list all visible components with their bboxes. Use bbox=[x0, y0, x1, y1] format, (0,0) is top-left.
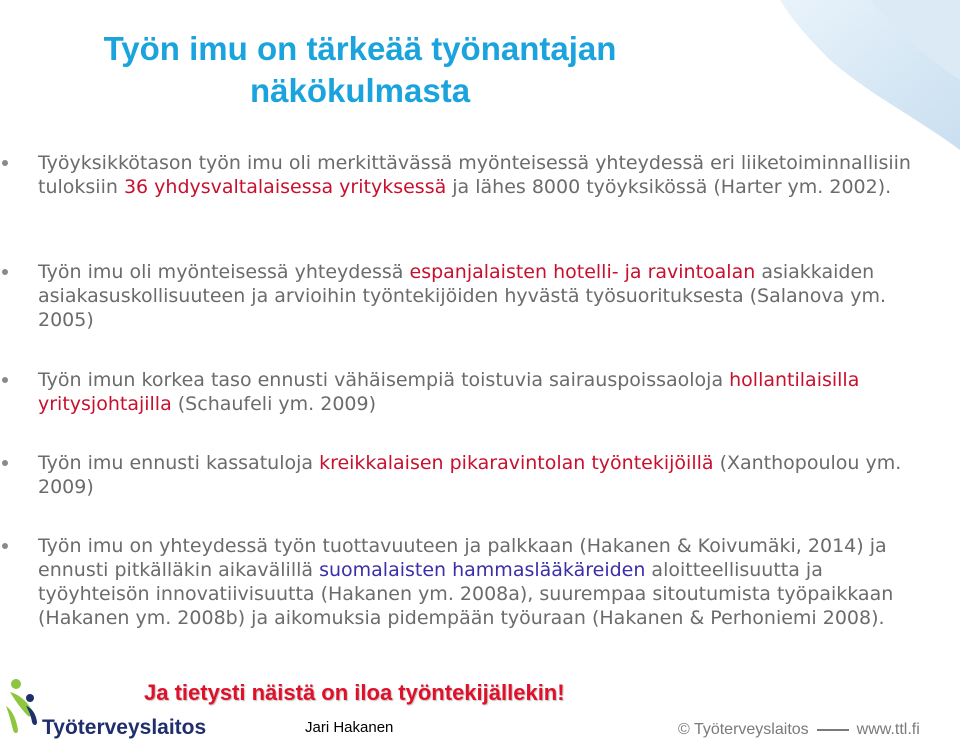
bullet-text-part: (Schaufeli ym. 2009) bbox=[171, 393, 376, 415]
bullet-item bbox=[38, 534, 918, 630]
bullet-text-part: asiakkaiden asiakasuskollisuuteen ja arvioihin työntekijöiden hyvästä työsuorituksesta (Salanova ym. 2005) bbox=[38, 261, 887, 331]
bullet-text-part: ja lähes 8000 työyksikössä (Harter ym. 2002). bbox=[446, 176, 892, 198]
bullet-item bbox=[38, 451, 918, 499]
bullet-highlight: 36 yhdysvaltalaisessa yrityksessä bbox=[123, 176, 447, 198]
bullet-text bbox=[38, 369, 859, 415]
slide-title-line-1: Työn imu on tärkeää työnantajan bbox=[103, 30, 617, 67]
copyright-text: © Työterveyslaitos bbox=[678, 721, 809, 738]
bullet-text-part: Työn imu oli myönteisessä yhteydessä bbox=[38, 261, 410, 283]
slogan: Ja tietysti näistä on iloa työntekijällekin! bbox=[144, 680, 565, 705]
bullet-text-part: Työn imun korkea taso ennusti vähäisempiä toistuvia sairauspoissaoloja bbox=[38, 369, 730, 391]
copyright-footer bbox=[678, 721, 920, 739]
bullet-item bbox=[38, 260, 918, 332]
bullet-dot-icon bbox=[2, 460, 8, 466]
corner-decoration bbox=[720, 0, 960, 160]
bullet-text bbox=[38, 452, 901, 498]
bullet-item bbox=[38, 368, 918, 416]
bullet-text bbox=[38, 535, 893, 629]
bullet-text bbox=[38, 152, 911, 198]
bullet-dot-icon bbox=[2, 269, 8, 275]
bullet-highlight: suomalaisten hammaslääkäreiden bbox=[319, 559, 646, 581]
bullet-text-part: (Xanthopoulou ym. 2009) bbox=[38, 452, 902, 498]
bullet-highlight: hollantilaisilla yritysjohtajilla bbox=[38, 369, 860, 415]
slide-title bbox=[40, 28, 680, 112]
bullet-text-part: Työn imu ennusti kassatuloja bbox=[38, 452, 320, 474]
bullet-text bbox=[38, 261, 886, 331]
logo-text: Työterveyslaitos bbox=[42, 716, 207, 739]
bullet-highlight: espanjalaisten hotelli- ja ravintoalan bbox=[409, 261, 756, 283]
bullet-text-part: Työyksikkötason työn imu oli merkittävässä myönteisessä yhteydessä eri liiketoiminnallisiin tuloksiin bbox=[38, 152, 911, 198]
author-name: Jari Hakanen bbox=[305, 719, 394, 736]
bullet-dot-icon bbox=[2, 377, 8, 383]
bullet-dot-icon bbox=[2, 543, 8, 549]
footer-separator bbox=[817, 729, 849, 731]
slide-title-line-2: näkökulmasta bbox=[249, 72, 471, 109]
bullet-highlight: kreikkalaisen pikaravintolan työntekijöillä bbox=[319, 452, 714, 474]
bullet-item bbox=[38, 151, 918, 199]
bullet-text-part: aloitteellisuutta ja työyhteisön innovatiivisuutta (Hakanen ym. 2008a), suurempaa sitoutumista työpaikkaan (Hakanen ym. 2008b) ja aikomuksia pidempään työuraan (Hakanen & Perhoniemi 2008). bbox=[38, 559, 894, 629]
website-link[interactable]: www.ttl.fi bbox=[856, 721, 920, 738]
bullet-dot-icon bbox=[2, 160, 8, 166]
bullet-text-part: Työn imu on yhteydessä työn tuottavuuteen ja palkkaan (Hakanen & Koivumäki, 2014) ja ennusti pitkälläkin aikavälillä bbox=[38, 535, 887, 581]
